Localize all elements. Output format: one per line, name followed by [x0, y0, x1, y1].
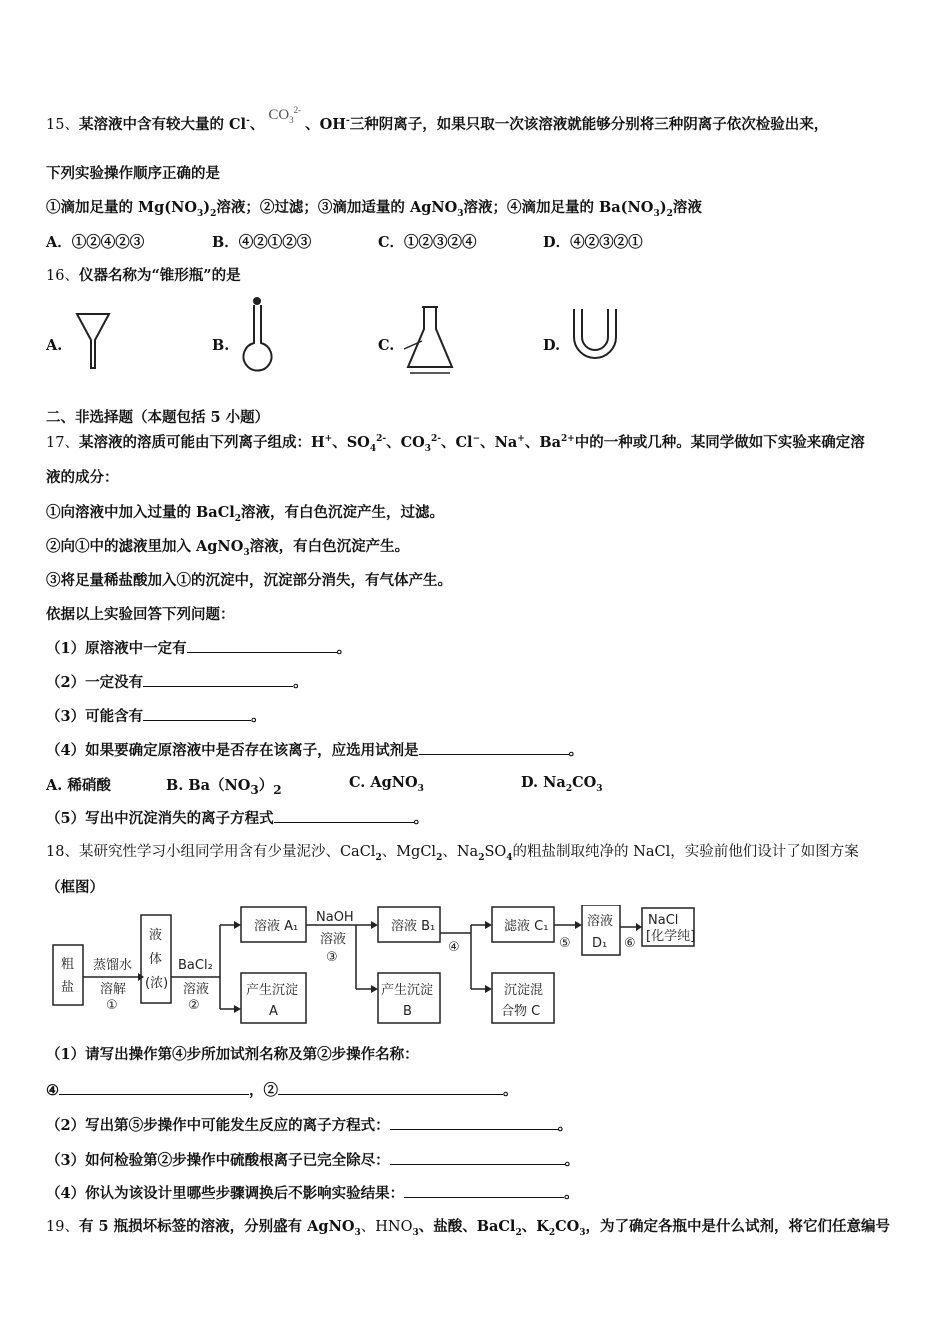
text: 溶液；②过滤；③滴加适量的 AgNO: [216, 199, 458, 216]
sub: 2: [375, 852, 382, 863]
box-crude-salt: [53, 945, 83, 1005]
q17-option-a: A. 稀硝酸: [46, 777, 111, 794]
sup: +: [324, 434, 333, 445]
text: 溶液；④滴加足量的 Ba(NO: [463, 199, 654, 216]
label: 蒸馏水: [93, 958, 133, 973]
sup: 2-: [431, 434, 442, 445]
answer-blank[interactable]: [278, 1080, 503, 1095]
text: ②向①中的滤液里加入 AgNO: [46, 538, 244, 555]
text: 。: [251, 708, 266, 725]
text: D. Na: [521, 774, 566, 791]
label: NaOH: [316, 910, 354, 925]
q17-part-5: [46, 808, 428, 829]
sub: 2: [515, 1227, 522, 1238]
label: A: [269, 1004, 278, 1019]
text: ④: [46, 1082, 59, 1099]
text: 的粗盐制取纯净的 NaCl，实验前他们设计了如图方案: [512, 844, 859, 860]
sub: 2: [234, 513, 242, 524]
label: NaCl: [648, 913, 679, 928]
text: （4）你认为该设计里哪些步骤调换后不影响实验结果：: [46, 1185, 405, 1202]
text: 、CO: [386, 434, 425, 451]
sub: 3: [243, 547, 250, 558]
sub: 3: [196, 208, 204, 219]
question-number: 16、: [46, 268, 79, 284]
text: 溶液，有白色沉淀产生。: [249, 538, 410, 555]
q16-line: [46, 266, 241, 286]
label: [化学纯]: [646, 929, 696, 944]
q15-line-2: 下列实验操作顺序正确的是: [46, 165, 220, 182]
sup: -: [346, 116, 350, 127]
sub: 3: [424, 443, 432, 454]
label: ⑤: [559, 936, 571, 951]
text: C. AgNO: [349, 774, 418, 791]
q19-line-1: [46, 1217, 890, 1237]
q15-option-d: D．④②③②①: [543, 234, 643, 251]
answer-blank[interactable]: [143, 672, 293, 687]
q17-option-b: [166, 774, 282, 797]
answer-blank[interactable]: [419, 740, 569, 755]
label: 盐: [61, 980, 75, 995]
text: 。: [293, 674, 308, 691]
erlenmeyer-flask-icon: [400, 303, 460, 375]
q18-part-3: [46, 1150, 579, 1171]
q17-option-c: [349, 774, 424, 794]
text: （5）写出中沉淀消失的离子方程式: [46, 810, 274, 827]
purification-flowchart: [48, 905, 708, 1030]
label: 液: [149, 928, 163, 943]
text: ，②: [249, 1082, 278, 1099]
label: 溶液 B₁: [391, 919, 436, 934]
q17-part-1: [46, 638, 351, 659]
section-heading: 二、非选择题（本题包括 5 小题）: [46, 409, 270, 426]
q17-option-d: [521, 774, 603, 794]
text: CO: [572, 774, 597, 791]
text: 、Cl: [441, 434, 473, 451]
label: 产生沉淀: [246, 983, 299, 998]
sub: 3: [596, 783, 603, 794]
q16-option-c: C.: [378, 337, 395, 354]
text: 。: [557, 1117, 573, 1134]
text: 。: [413, 810, 429, 827]
text: （2）一定没有: [46, 674, 144, 691]
label: (浓): [145, 976, 169, 991]
question-number: 15、: [46, 117, 79, 133]
text: 、: [249, 116, 265, 133]
q15-option-c: C．①②③②④: [378, 234, 477, 251]
label: 产生沉淀: [381, 983, 434, 998]
carbonate-formula: [268, 105, 301, 125]
label: ⑥: [624, 936, 636, 951]
sub: 4: [369, 443, 377, 454]
answer-blank[interactable]: [404, 1183, 564, 1198]
text: 某研究性学习小组同学用含有少量泥沙、CaCl: [78, 844, 376, 860]
text: 仪器名称为“锥形瓶”的是: [78, 267, 241, 284]
sup: -: [246, 116, 250, 127]
text: 。: [568, 742, 584, 759]
u-tube-icon: [568, 307, 622, 367]
q15-option-a: A．①②④②③: [46, 234, 145, 251]
text: 、MgCl: [381, 844, 437, 860]
label: B: [403, 1004, 412, 1019]
text: 溶液，有白色沉淀产生，过滤。: [241, 504, 445, 521]
label: 溶液: [320, 932, 347, 947]
text: 、Na: [480, 434, 518, 451]
text: SO: [484, 844, 507, 860]
label: 沉淀混: [504, 983, 544, 998]
sup: +: [517, 434, 525, 445]
sub: 3: [579, 1227, 586, 1238]
sub: 2: [565, 783, 573, 794]
answer-blank[interactable]: [143, 706, 251, 721]
q18-line-1: [46, 842, 859, 862]
answer-blank[interactable]: [390, 1150, 565, 1165]
answer-blank[interactable]: [390, 1115, 558, 1130]
text: 有 5 瓶损坏标签的溶液，分别盛有 AgNO: [78, 1218, 355, 1235]
q17-line-2: 液的成分：: [46, 469, 119, 486]
q15-line-3: [46, 198, 702, 218]
text: 。: [503, 1082, 518, 1099]
text: 某溶液的溶质可能由下列离子组成：H: [78, 434, 325, 451]
sub: 2: [666, 208, 673, 219]
text: ): [203, 199, 211, 216]
label: ①: [106, 998, 118, 1013]
text: 某溶液中含有较大量的 Cl: [78, 116, 247, 133]
q17-line-1: [46, 433, 865, 453]
text: 。: [336, 640, 352, 657]
label: BaCl₂: [178, 958, 213, 973]
q18-part-2: [46, 1115, 572, 1136]
text: 、OH: [305, 116, 346, 133]
question-number: 18、: [46, 844, 79, 860]
q17-part-2: [46, 672, 308, 693]
q18-part-1-answers: [46, 1080, 518, 1101]
text: 、Na: [442, 844, 479, 860]
label: 合物 C: [501, 1004, 541, 1019]
label: 滤液 C₁: [504, 919, 549, 934]
text: 中的一种或几种。某同学做如下实验来确定溶: [574, 434, 865, 451]
text: B. Ba（NO: [166, 777, 251, 794]
text: 、Ba: [524, 434, 561, 451]
text: ）: [258, 777, 274, 794]
q17-step-2: [46, 537, 409, 557]
label: ②: [188, 998, 200, 1013]
sub: 2: [273, 782, 282, 797]
label: 溶液: [587, 914, 614, 929]
sub: 2: [478, 852, 485, 863]
text: （3）可能含有: [46, 708, 144, 725]
answer-blank[interactable]: [59, 1080, 249, 1095]
sub: 3: [653, 208, 660, 219]
text: ①向溶液中加入过量的 BaCl: [46, 504, 235, 521]
text: 。: [564, 1185, 579, 1202]
text: （1）原溶液中一定有: [46, 640, 187, 657]
sub: 3: [354, 1227, 361, 1238]
answer-blank[interactable]: [274, 808, 414, 823]
q17-step-1: [46, 503, 444, 523]
label: 溶液: [183, 982, 210, 997]
q15-option-b: B．④②①②③: [212, 234, 312, 251]
label: 粗: [61, 957, 75, 972]
q17-step-3: ③将足量稀盐酸加入①的沉淀中，沉淀部分消失，有气体产生。: [46, 572, 452, 589]
text: 、HNO: [360, 1219, 413, 1235]
label: 溶解: [100, 982, 127, 997]
label: ④: [448, 940, 460, 955]
q18-line-2: （框图）: [46, 879, 104, 896]
text: CO: [268, 107, 290, 123]
sub: 3: [417, 783, 424, 794]
question-number: 17、: [46, 435, 79, 451]
q16-option-a: A.: [46, 337, 63, 354]
label: D₁: [592, 936, 608, 951]
q16-option-d: D.: [543, 337, 561, 354]
sub: 3: [250, 782, 259, 797]
text: ): [659, 199, 667, 216]
label: 溶液 A₁: [254, 919, 299, 934]
q16-option-b: B.: [212, 337, 230, 354]
sub: 3: [412, 1227, 419, 1238]
sub: 2: [210, 208, 217, 219]
sup: 2-: [293, 105, 302, 115]
q18-part-1: （1）请写出操作第④步所加试剂名称及第②步操作名称：: [46, 1046, 419, 1063]
sub: 4: [506, 852, 513, 863]
text: 三种阴离子，如果只取一次该溶液就能够分别将三种阴离子依次检验出来，: [349, 116, 829, 133]
sub: 3: [289, 115, 294, 125]
sup: 2+: [560, 434, 575, 445]
answer-blank[interactable]: [187, 638, 337, 653]
sub: 3: [457, 208, 464, 219]
q17-part-3: [46, 706, 266, 727]
funnel-icon: [74, 310, 114, 372]
text: （4）如果要确定原溶液中是否存在该离子，应选用试剂是: [46, 742, 419, 759]
q17-instructions: 依据以上实验回答下列问题：: [46, 606, 235, 623]
text: 溶液: [672, 199, 702, 216]
text: ，为了确定各瓶中是什么试剂，将它们任意编号: [585, 1218, 891, 1235]
sup: −: [472, 434, 481, 445]
text: ①滴加足量的 Mg(NO: [46, 199, 197, 216]
sub: 2: [436, 852, 443, 863]
text: CO: [555, 1218, 580, 1235]
text: 、盐酸、BaCl: [418, 1218, 516, 1235]
label: 体: [149, 952, 163, 967]
text: （2）写出第⑤步操作中可能发生反应的离子方程式：: [46, 1117, 390, 1134]
sub: 2: [548, 1227, 556, 1238]
q15-line-1: [46, 105, 829, 135]
q18-part-4: [46, 1183, 579, 1204]
text: 、SO: [332, 434, 370, 451]
text: 。: [564, 1152, 580, 1169]
volumetric-flask-icon: [238, 295, 278, 375]
question-number: 19、: [46, 1219, 79, 1235]
sup: 2-: [376, 434, 387, 445]
label: ③: [326, 950, 338, 965]
text: 、K: [521, 1218, 549, 1235]
q17-part-4: [46, 740, 583, 761]
text: （3）如何检验第②步操作中硫酸根离子已完全除尽：: [46, 1152, 390, 1169]
